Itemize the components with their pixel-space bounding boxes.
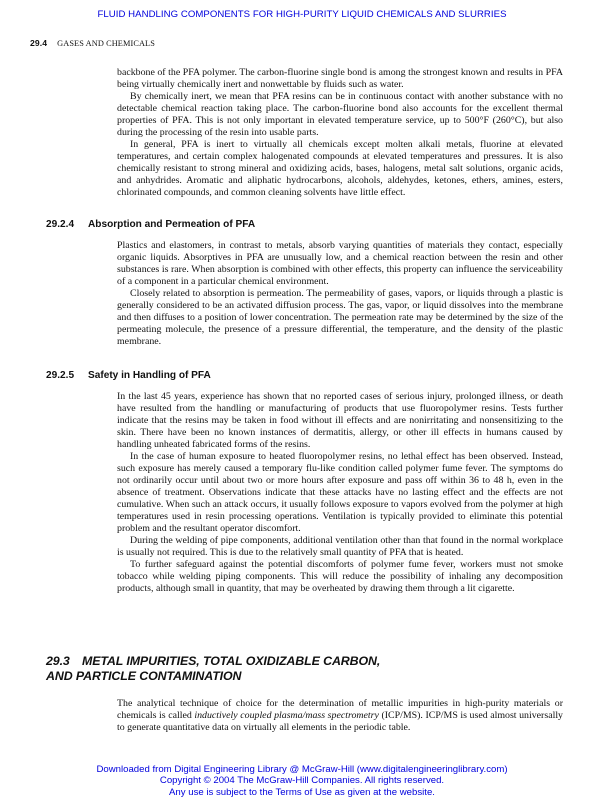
section-number: 29.3 [46,654,70,668]
section-title-line-2: AND PARTICLE CONTAMINATION [46,669,242,683]
paragraph: Plastics and elastomers, in contrast to metals, absorb varying quantities of materials they contact, especially organic liquids. Absorptives in PFA are unusually low, and a chemical reaction between the resin and other substances is rare. When absorption is combined with other effects, this property can influence the serviceability of a component in a particular chemical environment. [117,240,563,287]
chapter-title: GASES AND CHEMICALS [57,39,155,48]
paragraph [117,698,563,734]
paragraph: By chemically inert, we mean that PFA resins can be in continuous contact with another substance with no detectable chemical reaction taking place. The carbon-fluorine bond also accounts for the excellent thermal properties of PFA. This is not only important in elevated temperature service, up to 500°F (260°C), but also during the processing of the resin into usable parts. [117,91,563,138]
book-title-banner: FLUID HANDLING COMPONENTS FOR HIGH-PURITY LIQUID CHEMICALS AND SLURRIES [97,9,507,20]
paragraph: Closely related to absorption is permeation. The permeability of gases, vapors, or liquids through a plastic is generally considered to be an activated diffusion process. The gas, vapor, or liquid dissolves into the membrane and then diffuses to a position of lower concentration. The permeation rate may be determined by the size of the permeating molecule, the presence of a pressure differential, the temperature, and the density of the plastic membrane. [117,288,563,347]
paragraph-text: The analytical technique of choice for the determination of metallic impurities in high-purity materials or chemicals is called [117,698,563,721]
paragraph: To further safeguard against the potential discomforts of polymer fume fever, workers must not smoke tobacco while welding piping components. This will reduce the possibility of inhaling any decomposition products, although small in quantity, that may be overheated by drawing them through a lit cigarette. [117,559,563,594]
section-29-3-text [117,698,563,734]
paragraph: backbone of the PFA polymer. The carbon-fluorine single bond is among the strongest known and results in PFA being virtually chemically inert and nonwettable by fluids such as water. [117,67,563,90]
footer-download-link[interactable]: Downloaded from Digital Engineering Library @ McGraw-Hill (www.digitalengineeringlibrary.com) [96,764,508,775]
section-heading-29-2-5 [46,370,211,381]
download-footer [0,764,604,798]
section-title: Absorption and Permeation of PFA [88,219,256,230]
section-title-line-1: METAL IMPURITIES, TOTAL OXIDIZABLE CARBON, [82,654,381,668]
section-title: Safety in Handling of PFA [88,370,211,381]
footer-copyright: Copyright © 2004 The McGraw-Hill Companies. All rights reserved. [159,775,445,787]
section-heading-29-3 [46,654,380,684]
paragraph: In the last 45 years, experience has shown that no reported cases of serious injury, prolonged illness, or death have resulted from the handling or manufacturing of products that use fluoropolymer resins. Tests further indicate that the resins may be taken in food without ill effects and are nonirritating and nonsensitizing to the skin. There have been no known instances of dermatitis, allergy, or other ill effects in humans caused by handling unheated fabricated forms of the resins. [117,391,563,450]
section-29-2-4-text [117,240,563,348]
section-number: 29.2.4 [46,219,75,230]
technique-name: inductively coupled plasma/mass spectrometry [194,710,379,721]
paragraph: During the welding of pipe components, additional ventilation other than that found in the normal workplace is usually not required. This is due to the relatively small quantity of PFA that is heated. [117,535,563,558]
section-heading-29-2-4 [46,219,255,230]
paragraph-text: (ICP/MS). ICP/MS is used almost universally to generate quantitative data on virtually all elements in the periodic table. [117,710,563,733]
section-number: 29.2.5 [46,370,75,381]
paragraph: In the case of human exposure to heated fluoropolymer resins, no lethal effect has been observed. Instead, such exposure has merely caused a temporary flu-like condition called polymer fume fever. The symptoms do not ordinarily occur until about two or more hours after exposure and pass off within 36 to 48 h, even in the absence of treatment. Observations indicate that these attacks have no lasting effect and the effects are not cumulative. When such an attack occurs, it usually follows exposure to vapors evolved from the polymer at high temperatures used in resin processing operations. Ventilation is typically provided to eliminate this potential problem and the resultant operator discomfort. [117,451,563,534]
page-number: 29.4 [30,38,48,48]
paragraph: In general, PFA is inert to virtually all chemicals except molten alkali metals, fluorine at elevated temperatures, and certain complex halogenated compounds at elevated temperatures and pressures. It is also chemically resistant to strong mineral and oxidizing acids, bases, halogens, metal salt solutions, organic acids, and anhydrides. Aromatic and aliphatic hydrocarbons, alcohols, aldehydes, ketones, ethers, amines, esters, chlorinated compounds, and common cleaning solvents have little effect. [117,139,563,198]
footer-terms-of-use[interactable]: Any use is subject to the Terms of Use as given at the website. [169,786,435,798]
section-29-2-5-text [117,391,563,595]
intro-text [117,67,563,199]
running-head [30,38,155,48]
